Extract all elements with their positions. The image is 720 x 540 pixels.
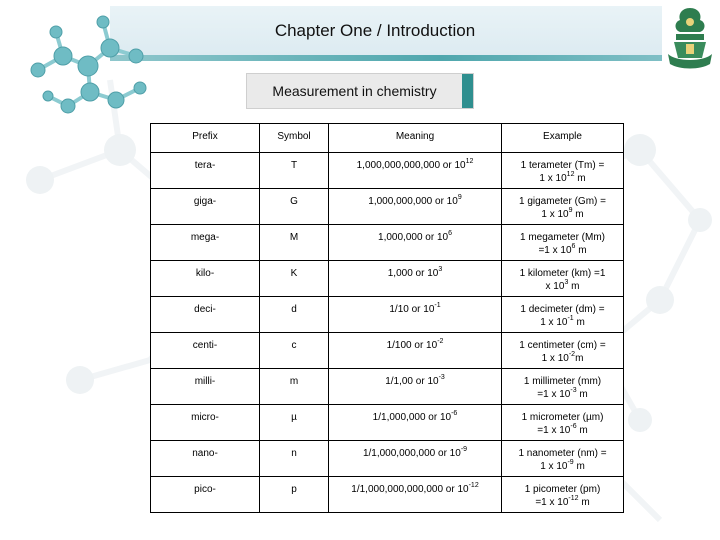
meaning-exponent: -2	[437, 338, 444, 345]
example-unit: m	[568, 281, 580, 292]
cell-example	[502, 369, 624, 405]
cell-example	[502, 297, 624, 333]
cell-symbol: G	[260, 189, 329, 225]
cell-prefix: kilo-	[151, 261, 260, 297]
meaning-exponent: 3	[438, 266, 443, 273]
example-line2: =1 x 10	[537, 389, 571, 400]
meaning-base: 1,000,000,000 or 10	[368, 196, 458, 207]
cell-example	[502, 225, 624, 261]
table-header-row	[151, 124, 624, 153]
example-line2: 1 x 10	[540, 317, 568, 328]
example-unit: m	[573, 461, 585, 472]
cell-prefix: nano-	[151, 441, 260, 477]
meaning-base: 1/10 or 10	[389, 304, 435, 315]
cell-symbol: n	[260, 441, 329, 477]
example-line2: =1 x 10	[538, 245, 572, 256]
meaning-base: 1/1,00 or 10	[385, 376, 439, 387]
example-exponent: 9	[568, 207, 573, 214]
example-line1: 1 millimeter (mm)	[523, 376, 602, 387]
meaning-base: 1/1,000,000,000 or 10	[362, 448, 461, 459]
example-exponent: 6	[571, 243, 576, 250]
cell-meaning	[329, 333, 502, 369]
cell-meaning	[329, 441, 502, 477]
cell-example	[502, 189, 624, 225]
example-exponent: -1	[567, 315, 574, 322]
example-line1: 1 terameter (Tm) =	[520, 160, 605, 171]
meaning-exponent: -6	[451, 410, 458, 417]
cell-prefix: mega-	[151, 225, 260, 261]
cell-prefix: centi-	[151, 333, 260, 369]
cell-meaning	[329, 369, 502, 405]
cell-prefix: milli-	[151, 369, 260, 405]
example-line1: 1 decimeter (dm) =	[520, 304, 605, 315]
section-heading-box	[246, 73, 474, 109]
example-unit: m	[575, 353, 584, 364]
table-row	[151, 441, 624, 477]
university-logo-icon	[664, 4, 716, 70]
example-exponent: 3	[564, 279, 569, 286]
molecule-icon	[18, 8, 158, 128]
cell-symbol: d	[260, 297, 329, 333]
cell-symbol: p	[260, 477, 329, 513]
meaning-exponent: -12	[468, 482, 479, 489]
table-row	[151, 369, 624, 405]
cell-symbol: K	[260, 261, 329, 297]
cell-prefix: tera-	[151, 153, 260, 189]
page-title: Chapter One / Introduction	[274, 21, 476, 40]
cell-meaning	[329, 225, 502, 261]
cell-symbol: c	[260, 333, 329, 369]
cell-example	[502, 405, 624, 441]
example-unit: m	[575, 245, 587, 256]
meaning-base: 1,000 or 10	[387, 268, 439, 279]
meaning-exponent: -1	[434, 302, 441, 309]
example-line1: 1 micrometer (µm)	[521, 412, 604, 423]
meaning-exponent: 12	[465, 158, 474, 165]
column-header-symbol: Symbol	[260, 124, 329, 153]
cell-prefix: giga-	[151, 189, 260, 225]
example-exponent: -3	[570, 387, 577, 394]
example-exponent: 12	[566, 171, 575, 178]
example-exponent: -9	[567, 459, 574, 466]
table-row	[151, 297, 624, 333]
cell-example	[502, 261, 624, 297]
table-row	[151, 333, 624, 369]
example-unit: m	[573, 317, 585, 328]
meaning-exponent: 6	[448, 230, 452, 237]
meaning-exponent: -9	[460, 446, 468, 453]
example-unit: m	[572, 209, 584, 220]
cell-example	[502, 441, 624, 477]
cell-prefix: micro-	[151, 405, 260, 441]
cell-symbol: T	[260, 153, 329, 189]
table-row	[151, 225, 624, 261]
column-header-meaning: Meaning	[329, 124, 502, 153]
table-row	[151, 189, 624, 225]
meaning-exponent: 9	[457, 194, 462, 201]
example-line2: =1 x 10	[537, 425, 571, 436]
cell-example	[502, 477, 624, 513]
example-line2: 1 x 10	[540, 461, 568, 472]
cell-meaning	[329, 297, 502, 333]
cell-symbol: m	[260, 369, 329, 405]
si-prefix-table	[150, 123, 624, 513]
meaning-base: 1/1,000,000 or 10	[372, 412, 452, 423]
example-unit: m	[576, 425, 588, 436]
header-accent-line	[110, 55, 662, 61]
example-line1: 1 megameter (Mm)	[519, 232, 605, 243]
cell-meaning	[329, 153, 502, 189]
meaning-base: 1/1,000,000,000,000 or 10	[351, 484, 469, 495]
cell-symbol: µ	[260, 405, 329, 441]
column-header-prefix: Prefix	[151, 124, 260, 153]
cell-meaning	[329, 405, 502, 441]
meaning-base: 1,000,000,000,000 or 10	[356, 160, 466, 171]
cell-symbol: M	[260, 225, 329, 261]
table-row	[151, 261, 624, 297]
example-line2: x 10	[545, 281, 565, 292]
table-row	[151, 153, 624, 189]
column-header-example: Example	[502, 124, 624, 153]
example-unit: m	[578, 497, 590, 508]
example-unit: m	[574, 173, 586, 184]
cell-prefix: deci-	[151, 297, 260, 333]
meaning-base: 1,000,000 or 10	[378, 232, 449, 243]
example-exponent: -2	[568, 351, 576, 358]
cell-example	[502, 153, 624, 189]
section-heading: Measurement in chemistry	[272, 83, 437, 99]
cell-meaning	[329, 261, 502, 297]
example-line2: 1 x 10	[541, 353, 569, 364]
cell-prefix: pico-	[151, 477, 260, 513]
cell-meaning	[329, 477, 502, 513]
table-row	[151, 477, 624, 513]
meaning-base: 1/100 or 10	[386, 340, 438, 351]
example-line2: 1 x 10	[541, 209, 569, 220]
example-line2: 1 x 10	[539, 173, 567, 184]
cell-meaning	[329, 189, 502, 225]
table-row	[151, 405, 624, 441]
cell-example	[502, 333, 624, 369]
meaning-exponent: -3	[438, 374, 445, 381]
example-line1: 1 kilometer (km) =1	[519, 268, 606, 279]
example-unit: m	[576, 389, 588, 400]
heading-accent	[462, 74, 473, 108]
example-exponent: -12	[568, 495, 579, 502]
example-line2: =1 x 10	[535, 497, 569, 508]
example-line1: 1 picometer (pm)	[524, 484, 601, 495]
example-exponent: -6	[570, 423, 577, 430]
example-line1: 1 gigameter (Gm) =	[519, 196, 606, 207]
example-line1: 1 centimeter (cm) =	[519, 340, 606, 351]
example-line1: 1 nanometer (nm) =	[518, 448, 607, 459]
